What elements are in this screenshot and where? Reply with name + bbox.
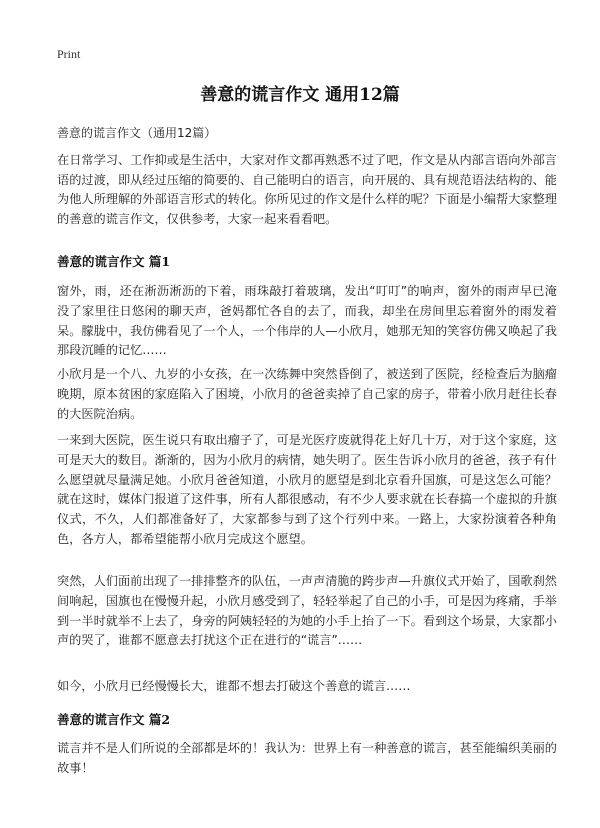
paragraph: 一来到大医院，医生说只有取出瘤子了，可是光医疗废就得花上好几十万，对于这个家庭，这可是天大的数目。渐渐的，因为小欣月的病情，她失明了。医生告诉小欣月的爸爸，孩子有什么愿望就尽量满足她。小欣月爸爸知道，小欣月的愿望是到北京看升国旗，可是这怎么可能？就在这时，媒体门报道了这件事，所有人都很感动，有不少人要求就在长春搞一个虚拟的升旗仪式，不久，人们都准备好了，大家都参与到了这个行列中来。一路上，大家扮演着各种角色，各方人，都希望能帮小欣月完成这个愿望。: [57, 433, 557, 546]
print-label[interactable]: Print: [57, 47, 81, 61]
paragraph: 突然，人们面前出现了一排排整齐的队伍，一声声清脆的跨步声—升旗仪式开始了，国歌刹然间响起，国旗也在慢慢升起，小欣月感受到了，轻轻举起了自己的小手，可是因为疼痛，手举到一半时就举不上去了，身旁的阿姨轻轻的为她的小手上抬了一下。看到这个场景，大家都小声的哭了，谁都不愿意去打扰这个正在进行的“谎言”……: [57, 574, 557, 648]
paragraph: 如今，小欣月已经慢慢长大，谁都不想去打破这个善意的谎言……: [57, 679, 411, 693]
page-title: 善意的谎言作文 通用12篇: [200, 85, 400, 105]
paragraph: 窗外，雨，还在淅沥淅沥的下着，雨珠敲打着玻璃，发出“叮叮”的响声，窗外的雨声早已淹没了家里往日悠闲的聊天声，爸妈都忙各自的去了，而我，却坐在房间里忘着窗外的雨发着呆。朦胧中，我仿佛看见了一个人，一个伟岸的人—小欣月，她那无知的笑容仿佛又唤起了我那段沉睡的记忆……: [57, 284, 557, 358]
paragraph: 谎言并不是人们所说的全部都是坏的！我认为：世界上有一种善意的谎言，甚至能编织美丽的故事！: [57, 741, 557, 775]
intro-paragraph: 在日常学习、工作抑或是生活中，大家对作文都再熟悉不过了吧，作文是从内部言语向外部言语的过渡，即从经过压缩的简要的、自己能明白的语言，向开展的、具有规范语法结构的、能为他人所理解的外部语言形式的转化。你所见过的作文是什么样的呢？下面是小编帮大家整理的善意的谎言作文，仅供参考，大家一起来看看吧。: [57, 153, 557, 226]
paragraph: 小欣月是一个八、九岁的小女孩，在一次练舞中突然昏倒了，被送到了医院，经检查后为脑瘤晚期，原本贫困的家庭陷入了困境，小欣月的爸爸卖掉了自己家的房子，带着小欣月赶往长春的大医院治病。: [57, 367, 557, 421]
section-heading: 善意的谎言作文 篇1: [57, 254, 171, 269]
subtitle: 善意的谎言作文（通用12篇）: [57, 126, 217, 140]
section-heading: 善意的谎言作文 篇2: [57, 712, 171, 727]
